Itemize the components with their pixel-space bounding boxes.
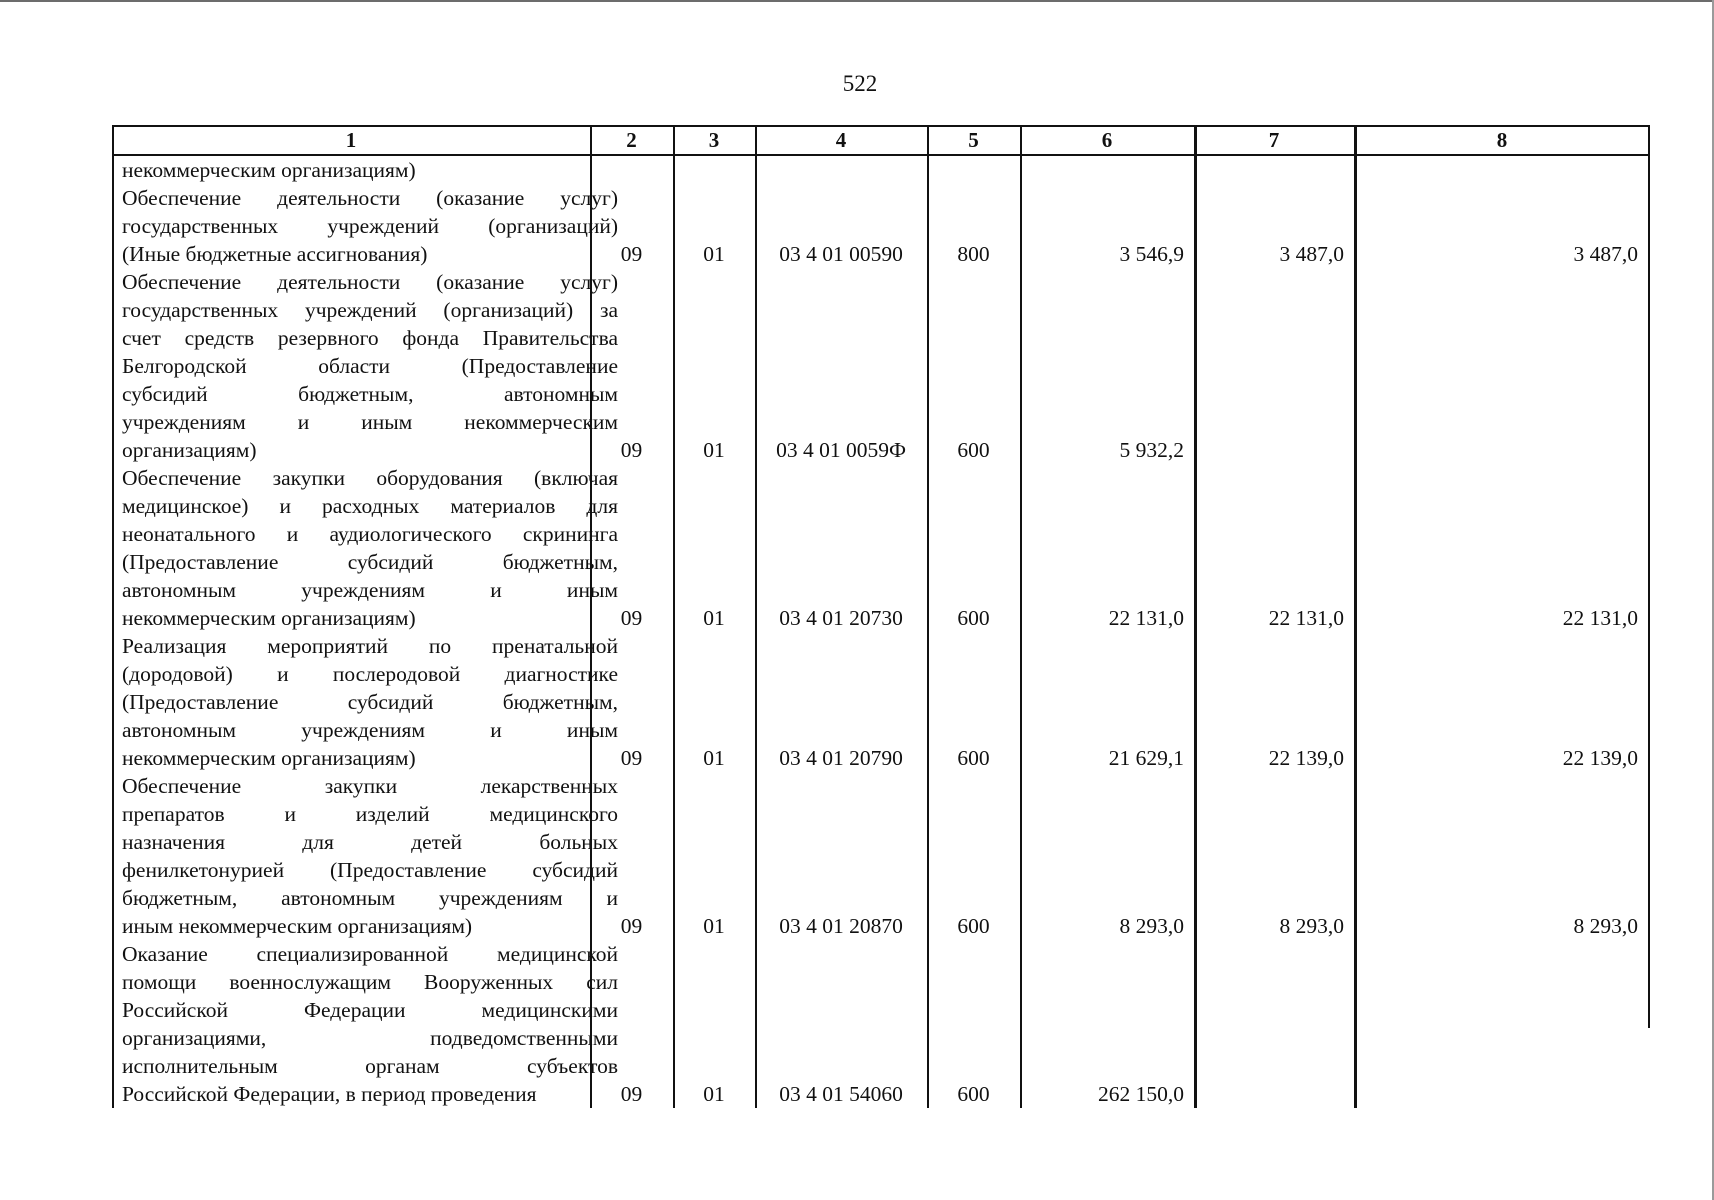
- description-line: назначения для детей больных: [122, 830, 618, 854]
- table-cell-c2: 09: [620, 914, 643, 938]
- description-line: Белгородской области (Предоставление: [122, 354, 618, 378]
- column-header-2: 2: [626, 128, 637, 152]
- column-header-1: 1: [345, 128, 357, 152]
- column-header-4: 4: [835, 128, 847, 152]
- description-line: Оказание специализированной медицинской: [122, 942, 618, 966]
- description-line: бюджетным, автономным учреждениям и: [122, 886, 618, 910]
- table-cell-c2: 09: [620, 1082, 643, 1106]
- row-description: [122, 940, 618, 1108]
- description-line: Обеспечение деятельности (оказание услуг): [122, 270, 618, 294]
- table-cell-c8: 22 139,0: [1562, 746, 1638, 770]
- table-cell-c4: 03 4 01 20730: [779, 606, 903, 630]
- table-cell-c4: 03 4 01 54060: [779, 1082, 903, 1106]
- table-cell-c5: 600: [957, 438, 990, 462]
- table-cell-c2: 09: [620, 746, 643, 770]
- description-line: (Предоставление субсидий бюджетным,: [122, 690, 618, 714]
- column-header-5: 5: [968, 128, 979, 152]
- table-cell-c7: 22 131,0: [1268, 606, 1344, 630]
- budget-table: [112, 125, 1650, 1108]
- description-line: счет средств резервного фонда Правительства: [122, 326, 618, 350]
- table-cell-c2: 09: [620, 242, 643, 266]
- row-description: [122, 632, 618, 772]
- description-line: некоммерческим организациям): [122, 746, 416, 770]
- description-line: медицинское) и расходных материалов для: [122, 494, 618, 518]
- table-cell-c6: 8 293,0: [1119, 914, 1184, 938]
- description-line: помощи военнослужащим Вооруженных сил: [122, 970, 618, 994]
- table-cell-c6: 5 932,2: [1119, 438, 1184, 462]
- description-line: (Предоставление субсидий бюджетным,: [122, 550, 618, 574]
- row-description: [122, 156, 618, 184]
- page-number: 522: [842, 71, 878, 96]
- table-cell-c3: 01: [703, 438, 725, 462]
- table-cell-c2: 09: [620, 606, 643, 630]
- description-line: (Иные бюджетные ассигнования): [122, 242, 428, 266]
- table-cell-c5: 600: [957, 606, 990, 630]
- table-cell-c3: 01: [703, 242, 725, 266]
- table-cell-c7: 22 139,0: [1268, 746, 1344, 770]
- row-description: [122, 184, 618, 268]
- description-line: препаратов и изделий медицинского: [122, 802, 618, 826]
- table-cell-c2: 09: [620, 438, 643, 462]
- column-header-7: 7: [1268, 128, 1280, 152]
- column-header-8: 8: [1496, 128, 1508, 152]
- description-line: Российской Федерации, в период проведения: [122, 1082, 537, 1106]
- row-description: [122, 464, 618, 632]
- description-line: организациям): [122, 438, 257, 462]
- table-cell-c6: 3 546,9: [1119, 242, 1184, 266]
- table-cell-c4: 03 4 01 0059Ф: [776, 438, 906, 462]
- table-cell-c6: 21 629,1: [1108, 746, 1184, 770]
- table-cell-c8: 3 487,0: [1573, 242, 1638, 266]
- table-cell-c5: 600: [957, 914, 990, 938]
- description-line: государственных учреждений (организаций): [122, 214, 618, 238]
- table-cell-c3: 01: [703, 1082, 725, 1106]
- description-line: некоммерческим организациям): [122, 606, 416, 630]
- table-cell-c7: 8 293,0: [1279, 914, 1344, 938]
- description-line: Обеспечение закупки оборудования (включая: [122, 466, 618, 490]
- table-cell-c3: 01: [703, 606, 725, 630]
- description-line: Реализация мероприятий по пренатальной: [122, 634, 618, 658]
- table-cell-c7: 3 487,0: [1279, 242, 1344, 266]
- row-description: [122, 268, 618, 464]
- description-line: фенилкетонурией (Предоставление субсидий: [122, 858, 618, 882]
- description-line: Обеспечение закупки лекарственных: [122, 774, 618, 798]
- table-cell-c3: 01: [703, 914, 725, 938]
- column-header-3: 3: [708, 128, 720, 152]
- column-divider: [1648, 125, 1650, 1028]
- table-cell-c6: 262 150,0: [1098, 1082, 1184, 1106]
- table-cell-c5: 600: [957, 746, 990, 770]
- description-line: Российской Федерации медицинскими: [122, 998, 618, 1022]
- table-cell-c8: 8 293,0: [1573, 914, 1638, 938]
- description-line: учреждениям и иным некоммерческим: [122, 410, 618, 434]
- row-description: [122, 772, 618, 940]
- description-line: Обеспечение деятельности (оказание услуг): [122, 186, 618, 210]
- table-cell-c4: 03 4 01 20870: [779, 914, 903, 938]
- description-line: исполнительным органам субъектов: [122, 1054, 618, 1078]
- column-header-6: 6: [1101, 128, 1113, 152]
- description-line: некоммерческим организациям): [122, 158, 416, 182]
- table-cell-c4: 03 4 01 20790: [779, 746, 903, 770]
- description-line: субсидий бюджетным, автономным: [122, 382, 618, 406]
- table-cell-c5: 600: [957, 1082, 990, 1106]
- description-line: иным некоммерческим организациям): [122, 914, 473, 938]
- table-cell-c4: 03 4 01 00590: [779, 242, 903, 266]
- description-line: неонатального и аудиологического скрининга: [122, 522, 618, 546]
- table-cell-c3: 01: [703, 746, 725, 770]
- description-line: автономным учреждениям и иным: [122, 578, 618, 602]
- description-line: автономным учреждениям и иным: [122, 718, 618, 742]
- column-divider: [112, 125, 114, 1108]
- table-cell-c8: 22 131,0: [1562, 606, 1638, 630]
- description-line: государственных учреждений (организаций) за: [122, 298, 618, 322]
- table-cell-c5: 800: [957, 242, 990, 266]
- description-line: (дородовой) и послеродовой диагностике: [122, 662, 618, 686]
- scan-top-edge: [0, 0, 1714, 2]
- description-line: организациями, подведомственными: [122, 1026, 618, 1050]
- table-cell-c6: 22 131,0: [1108, 606, 1184, 630]
